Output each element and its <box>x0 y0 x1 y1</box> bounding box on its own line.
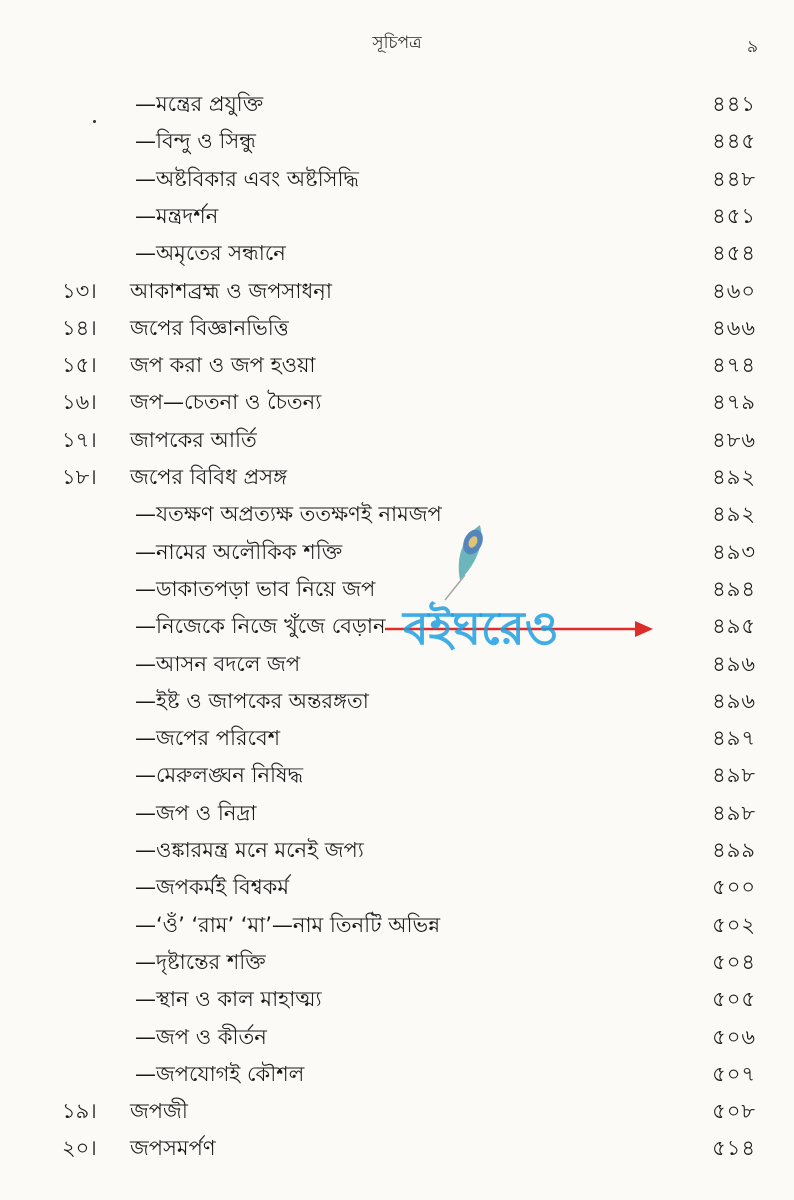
toc-entry-title: জপসমর্পণ <box>130 1136 216 1161</box>
toc-entry-title: —ওঙ্কারমন্ত্র মনে মনেই জপ্য <box>135 838 364 862</box>
toc-subentry <box>0 832 794 868</box>
toc-entry-page: ৫০৭ <box>712 1061 756 1086</box>
toc-entry-number: ১৫। <box>62 353 97 378</box>
toc-entry-page: ৫০৫ <box>712 987 756 1012</box>
toc-entry-title: আকাশব্রহ্ম ও জপসাধনা <box>130 278 332 303</box>
toc-entry-page: ৪৮৬ <box>712 427 756 452</box>
toc-subentry <box>0 235 794 271</box>
toc-entry-title: জপজী <box>130 1099 188 1124</box>
toc-entry-page: ৪৯৬ <box>712 688 756 713</box>
toc-entry-title: —জপের পরিবেশ <box>135 726 281 751</box>
toc-entry-page: ৪৯৮ <box>712 763 756 788</box>
toc-entry-title: জপ—চেতনা ও চৈতন্য <box>130 390 322 415</box>
toc-entry-title: —ইষ্ট ও জাপকের অন্তরঙ্গতা <box>135 688 369 713</box>
toc-entry-title: —জপ ও কীর্তন <box>135 1024 267 1049</box>
toc-entry-title: —‘ওঁ’ ‘রাম’ ‘মা’—নাম তিনটি অভিন্ন <box>135 912 441 937</box>
toc-entry-page: ৪৯৮ <box>712 800 756 825</box>
toc-entry-title: —জপযোগই কৌশল <box>135 1061 305 1086</box>
toc-entry <box>0 1130 794 1166</box>
toc-entry-title: —আসন বদলে জপ <box>135 651 301 676</box>
toc-entry-page: ৫০৮ <box>712 1099 756 1124</box>
toc-entry-page: ৫০৪ <box>712 949 756 974</box>
toc-subentry <box>0 795 794 831</box>
toc-subentry <box>0 869 794 905</box>
toc-entry-number: ১৭। <box>62 427 97 452</box>
toc-entry-page: ৪৭৯ <box>712 390 756 415</box>
toc-entry-page: ৫১৪ <box>712 1136 756 1161</box>
toc-subentry <box>0 1056 794 1092</box>
toc-entry-number: ২০। <box>62 1136 97 1161</box>
toc-entry <box>0 273 794 309</box>
toc-entry-title: —মেরুলঙ্ঘন নিষিদ্ধ <box>135 763 304 788</box>
toc-entry-title: —অষ্টবিকার এবং অষ্টসিদ্ধি <box>135 166 359 191</box>
toc-entry-page: ৪৬৬ <box>712 315 756 340</box>
toc-subentry <box>0 720 794 756</box>
toc-entry-page: ৪৪৮ <box>712 166 756 191</box>
toc-entry-number: ১৯। <box>62 1099 97 1124</box>
toc-entry <box>0 310 794 346</box>
toc-entry-title: —নিজেকে নিজে খুঁজে বেড়ান <box>135 614 386 639</box>
toc-entry-page: ৪৪১ <box>712 92 756 116</box>
toc-entry-page: ৫০৬ <box>712 1024 756 1049</box>
toc-entry-title: —জপ ও নিদ্রা <box>135 800 257 825</box>
toc-entry-number: ১৪। <box>62 315 97 340</box>
toc-subentry <box>0 608 794 644</box>
toc-entry-page: ৪৯২ <box>712 502 756 527</box>
toc-entry-title: জপ করা ও জপ হওয়া <box>130 353 316 378</box>
toc-entry-title: জপের বিবিধ প্রসঙ্গ <box>130 465 288 489</box>
toc-entry-title: —নামের অলৌকিক শক্তি <box>135 539 343 564</box>
toc-subentry <box>0 198 794 234</box>
toc-entry-title: জাপকের আর্তি <box>130 427 257 452</box>
toc-entry <box>0 1093 794 1129</box>
toc-subentry <box>0 683 794 719</box>
toc-entry-page: ৪৯৭ <box>712 726 756 751</box>
toc-entry-page: ৪৭৪ <box>712 353 756 378</box>
toc-entry-page: ৪৯৯ <box>712 838 756 862</box>
toc-entry-title: —জপকর্মই বিশ্বকর্ম <box>135 875 290 900</box>
toc-subentry <box>0 981 794 1017</box>
toc-entry-title: —মন্ত্রদর্শন <box>135 203 219 228</box>
toc-entry <box>0 459 794 495</box>
toc-entry-page: ৪৫১ <box>712 203 756 228</box>
toc-entry <box>0 422 794 458</box>
toc-entry-title: —স্থান ও কাল মাহাত্ম্য <box>135 987 322 1012</box>
toc-entry-title: —দৃষ্টান্তের শক্তি <box>135 949 266 974</box>
toc-subentry <box>0 571 794 607</box>
toc-entry-title: —ডাকাতপড়া ভাব নিয়ে জপ <box>135 576 376 601</box>
toc-entry-page: ৪৯৪ <box>712 576 756 601</box>
toc-subentry <box>0 907 794 943</box>
toc-entry-page: ৫০০ <box>712 875 756 900</box>
toc-subentry <box>0 646 794 682</box>
toc-entry-title: —অমৃতের সন্ধানে <box>135 241 286 266</box>
toc-entry-page: ৪৯৬ <box>712 651 756 676</box>
toc-entry <box>0 384 794 420</box>
toc-subentry <box>0 944 794 980</box>
toc-subentry <box>0 496 794 532</box>
page-header-title: সূচিপত্র <box>372 33 422 53</box>
toc-entry-page: ৪৫৪ <box>712 241 756 266</box>
toc-entry-page: ৪৯৩ <box>712 539 756 564</box>
page-number: ৯ <box>746 37 758 57</box>
toc-entry-title: —মন্ত্রের প্রযুক্তি <box>135 92 264 116</box>
toc-entry-number: ১৬। <box>62 390 97 415</box>
toc-entry-title: —বিন্দু ও সিন্ধু <box>135 129 256 154</box>
toc-subentry <box>0 86 794 122</box>
toc-entry-page: ৪৬০ <box>712 278 756 303</box>
toc-subentry <box>0 161 794 197</box>
toc-entry-number: ১৮। <box>62 465 97 489</box>
toc-entry-number: ১৩। <box>62 278 97 303</box>
toc-entry-title: —যতক্ষণ অপ্রত্যক্ষ ততক্ষণই নামজপ <box>135 502 442 527</box>
toc-entry-page: ৪৯২ <box>712 465 756 489</box>
toc-entry <box>0 347 794 383</box>
toc-subentry <box>0 123 794 159</box>
toc-entry-title: জপের বিজ্ঞানভিত্তি <box>130 315 289 340</box>
toc-entry-page: ৪৯৫ <box>712 614 756 639</box>
toc-subentry <box>0 1019 794 1055</box>
watermark-text: বইঘরেও <box>403 601 559 655</box>
toc-subentry <box>0 757 794 793</box>
toc-entry-page: ৫০২ <box>712 912 756 937</box>
toc-subentry <box>0 534 794 570</box>
toc-entry-page: ৪৪৫ <box>712 129 756 154</box>
